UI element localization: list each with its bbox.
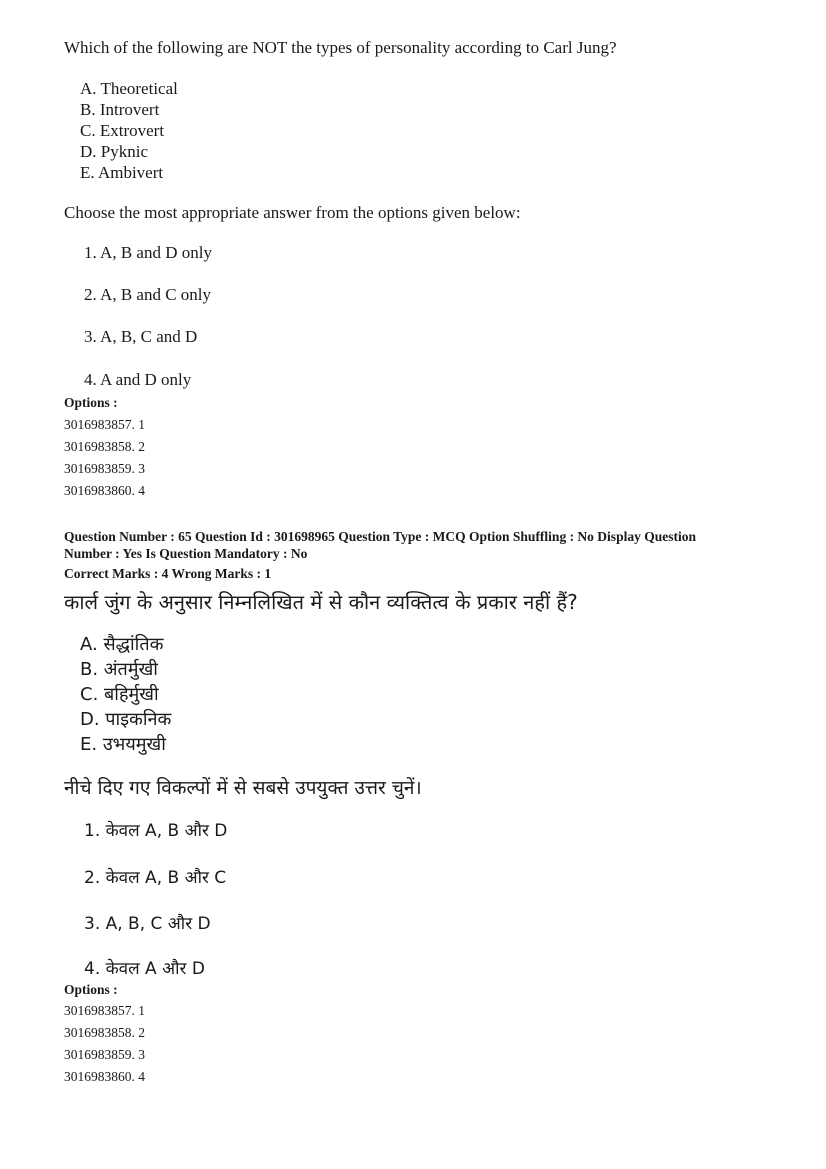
statement-a-hindi: A. सैद्धांतिक	[80, 634, 164, 655]
choice-1-hindi: 1. केवल A, B और D	[84, 821, 228, 841]
statement-b: B. Introvert	[80, 100, 160, 119]
question-text-hindi: कार्ल जुंग के अनुसार निम्नलिखित में से कौन व्यक्तित्व के प्रकार नहीं हैं?	[64, 590, 578, 614]
question-text-english: Which of the following are NOT the types of personality according to Carl Jung?	[64, 38, 617, 57]
statement-c-hindi: C. बहिर्मुखी	[80, 684, 159, 705]
option-id-4-hindi: 3016983860. 4	[64, 1069, 145, 1084]
choice-4-hindi: 4. केवल A और D	[84, 959, 205, 979]
statement-d: D. Pyknic	[80, 142, 148, 161]
choice-4: 4. A and D only	[84, 370, 192, 389]
option-id-1: 3016983857. 1	[64, 417, 145, 432]
statement-e: E. Ambivert	[80, 163, 164, 182]
statement-e-hindi: E. उभयमुखी	[80, 734, 166, 755]
question-meta-line-2: Number : Yes Is Question Mandatory : No	[64, 546, 308, 561]
statement-a: A. Theoretical	[80, 79, 178, 98]
question-meta-line-3: Correct Marks : 4 Wrong Marks : 1	[64, 566, 272, 581]
choice-3: 3. A, B, C and D	[84, 327, 198, 346]
statement-c: C. Extrovert	[80, 121, 165, 140]
option-id-4: 3016983860. 4	[64, 483, 145, 498]
instruction-hindi: नीचे दिए गए विकल्पों में से सबसे उपयुक्त उत्तर चुनें।	[64, 777, 422, 799]
option-id-3: 3016983859. 3	[64, 461, 145, 476]
instruction-english: Choose the most appropriate answer from the options given below:	[64, 203, 521, 222]
choice-2-hindi: 2. केवल A, B और C	[84, 868, 227, 888]
statement-b-hindi: B. अंतर्मुखी	[80, 659, 158, 680]
options-label-hindi: Options :	[64, 982, 118, 997]
option-id-2: 3016983858. 2	[64, 439, 145, 454]
options-label: Options :	[64, 395, 118, 410]
question-meta-line-1: Question Number : 65 Question Id : 301698965 Question Type : MCQ Option Shuffling : No Display Question	[64, 529, 696, 544]
choice-3-hindi: 3. A, B, C और D	[84, 914, 211, 934]
option-id-1-hindi: 3016983857. 1	[64, 1003, 145, 1018]
statement-d-hindi: D. पाइकनिक	[80, 709, 172, 730]
choice-1: 1. A, B and D only	[84, 243, 212, 262]
choice-2: 2. A, B and C only	[84, 285, 212, 304]
option-id-3-hindi: 3016983859. 3	[64, 1047, 145, 1062]
option-id-2-hindi: 3016983858. 2	[64, 1025, 145, 1040]
